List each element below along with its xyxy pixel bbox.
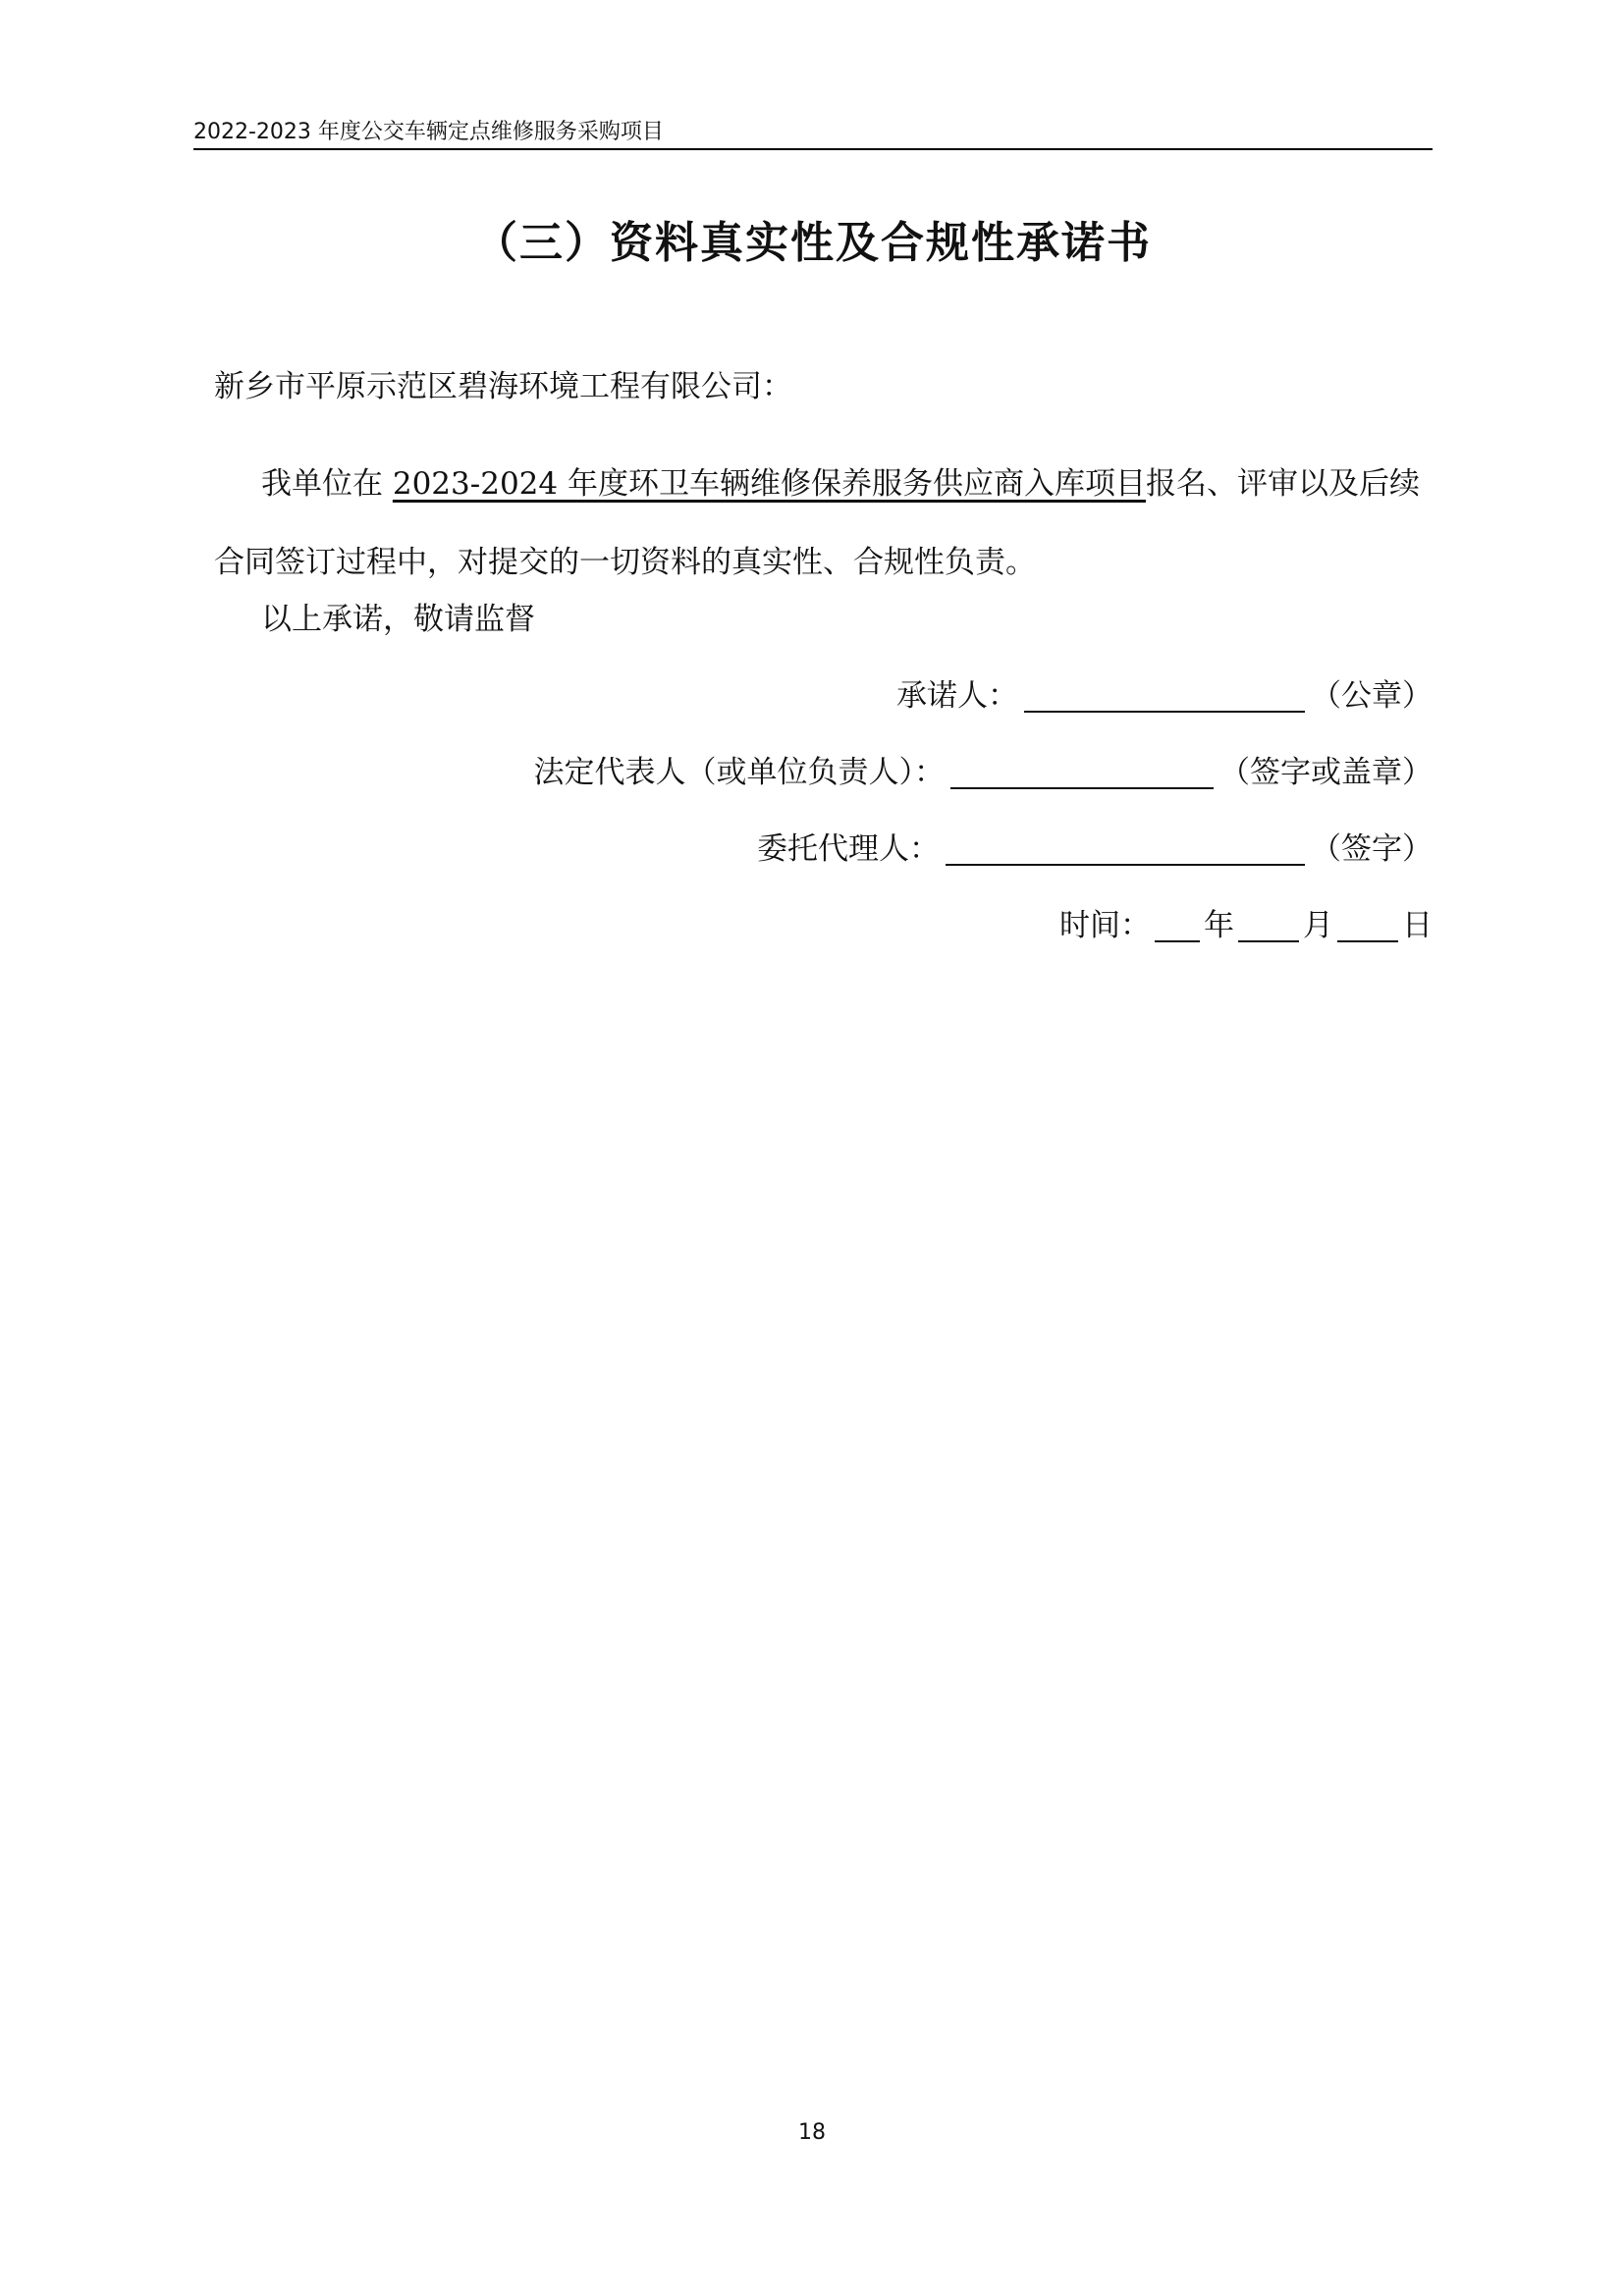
paragraph-suffix: 报名、评审以及后续合同签订过程中，对提交的一切资料的真实性、合规性负责。 <box>214 466 1420 580</box>
agent-label: 委托代理人： <box>757 831 940 867</box>
year-blank[interactable] <box>1155 911 1200 942</box>
year-label: 年 <box>1204 908 1234 943</box>
document-title: （三）资料真实性及合规性承诺书 <box>474 218 1152 268</box>
salutation: 新乡市平原示范区碧海环境工程有限公司： <box>214 369 792 404</box>
date-row <box>1059 905 1433 946</box>
date-label: 时间： <box>1059 908 1151 943</box>
month-label: 月 <box>1303 908 1333 943</box>
day-label: 日 <box>1402 908 1433 943</box>
promisor-signature-line[interactable] <box>1024 681 1305 713</box>
promisor-label: 承诺人： <box>896 678 1018 714</box>
agent-row <box>757 828 1433 870</box>
legal-rep-note: （签字或盖章） <box>1219 755 1433 790</box>
agent-signature-line[interactable] <box>946 834 1305 866</box>
agent-note: （签字） <box>1311 831 1433 867</box>
running-header: 2022-2023 年度公交车辆定点维修服务采购项目 <box>193 120 664 144</box>
page-number: 18 <box>798 2120 826 2145</box>
promisor-row <box>896 675 1433 717</box>
day-blank[interactable] <box>1337 911 1398 942</box>
legal-rep-label: 法定代表人（或单位负责人）： <box>533 755 945 790</box>
header-rule <box>193 148 1433 150</box>
legal-rep-signature-line[interactable] <box>950 758 1214 789</box>
paragraph-prefix: 我单位在 <box>261 466 393 502</box>
month-blank[interactable] <box>1238 911 1299 942</box>
promisor-note: （公章） <box>1311 678 1433 714</box>
commitment-paragraph <box>214 445 1436 602</box>
closing-line: 以上承诺，敬请监督 <box>261 602 535 637</box>
legal-rep-row <box>534 752 1434 793</box>
project-name: 2023-2024 年度环卫车辆维修保养服务供应商入库项目 <box>392 466 1146 502</box>
